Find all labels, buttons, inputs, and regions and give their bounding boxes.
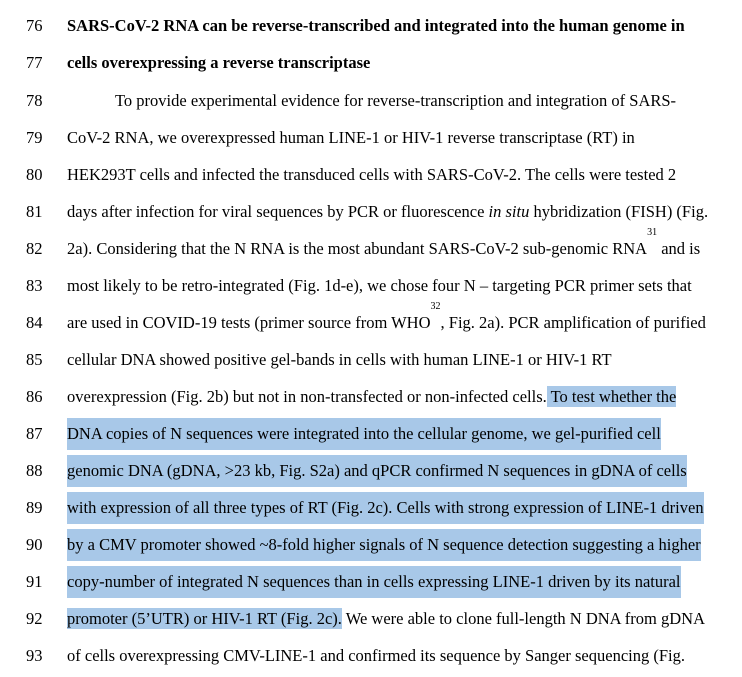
body-text[interactable]: cellular DNA showed positive gel-bands in cells with human LINE-1 or HIV-1 RT <box>67 350 612 369</box>
line-number: 93 <box>26 646 43 665</box>
text-segment: We were able to clone full-length N DNA from gDNA <box>341 609 705 628</box>
text-segment: hybridization (FISH) (Fig. <box>529 202 709 221</box>
line-number: 80 <box>26 165 43 184</box>
section-heading-text[interactable]: cells overexpressing a reverse transcriptase <box>67 53 371 72</box>
body-text[interactable] <box>67 301 706 338</box>
selected-text[interactable]: with expression of all three types of RT (Fig. 2c). Cells with strong expression of LINE-1 driven <box>67 493 704 523</box>
manuscript-line <box>0 11 742 41</box>
line-number: 81 <box>26 202 43 221</box>
body-text[interactable] <box>67 604 705 634</box>
manuscript-line <box>0 227 742 264</box>
body-text[interactable] <box>67 382 676 412</box>
manuscript-line <box>0 301 742 338</box>
manuscript-line <box>0 48 742 78</box>
text-segment: , Fig. 2a). PCR amplification of purified <box>440 313 706 332</box>
manuscript-line <box>0 456 742 486</box>
manuscript-line <box>0 271 742 301</box>
manuscript-line <box>0 604 742 634</box>
manuscript-line <box>0 123 742 153</box>
manuscript-line <box>0 197 742 227</box>
line-number: 90 <box>26 535 43 554</box>
selected-text[interactable]: genomic DNA (gDNA, >23 kb, Fig. S2a) and qPCR confirmed N sequences in gDNA of cells <box>67 456 687 486</box>
text-segment: 2a). Considering that the N RNA is the most abundant SARS-CoV-2 sub-genomic RNA <box>67 239 648 258</box>
body-text[interactable]: most likely to be retro-integrated (Fig. 1d-e), we chose four N – targeting PCR primer sets that <box>67 276 692 295</box>
line-number: 77 <box>26 53 43 72</box>
line-number: 84 <box>26 313 43 332</box>
manuscript-line <box>0 567 742 597</box>
body-text[interactable]: of cells overexpressing CMV-LINE-1 and confirmed its sequence by Sanger sequencing (Fig. <box>67 646 685 665</box>
line-number: 86 <box>26 387 43 406</box>
manuscript-line <box>0 382 742 412</box>
text-segment: days after infection for viral sequences by PCR or fluorescence <box>67 202 489 221</box>
manuscript-line <box>0 419 742 449</box>
selected-text[interactable]: To test whether the <box>546 387 677 406</box>
body-text[interactable]: To provide experimental evidence for reverse-transcription and integration of SARS- <box>115 91 677 110</box>
section-heading-text[interactable]: SARS-CoV-2 RNA can be reverse-transcribed and integrated into the human genome in <box>67 16 685 35</box>
line-number: 83 <box>26 276 43 295</box>
text-segment: overexpression (Fig. 2b) but not in non-transfected or non-infected cells. <box>67 387 547 406</box>
line-number: 78 <box>26 91 43 110</box>
manuscript-line <box>0 86 742 116</box>
selected-text[interactable]: by a CMV promoter showed ~8-fold higher signals of N sequence detection suggesting a higher <box>67 530 701 560</box>
body-text[interactable] <box>67 227 701 264</box>
manuscript-line <box>0 345 742 375</box>
selected-text[interactable]: copy-number of integrated N sequences than in cells expressing LINE-1 driven by its natural <box>67 567 681 597</box>
line-number: 88 <box>26 461 43 480</box>
body-text[interactable] <box>67 197 708 227</box>
manuscript-line <box>0 493 742 523</box>
body-text[interactable]: CoV-2 RNA, we overexpressed human LINE-1 or HIV-1 reverse transcriptase (RT) in <box>67 128 635 147</box>
line-number: 89 <box>26 498 43 517</box>
selected-text[interactable]: DNA copies of N sequences were integrated into the cellular genome, we gel-purified cell <box>67 419 661 449</box>
line-number: 92 <box>26 609 43 628</box>
body-text[interactable]: HEK293T cells and infected the transduced cells with SARS-CoV-2. The cells were tested 2 <box>67 165 677 184</box>
selected-text[interactable]: promoter (5’UTR) or HIV-1 RT (Fig. 2c). <box>67 609 342 628</box>
manuscript-line <box>0 160 742 190</box>
text-segment: are used in COVID-19 tests (primer source from WHO <box>67 313 431 332</box>
citation-superscript[interactable]: 32 <box>430 301 441 312</box>
text-segment: and is <box>657 239 701 258</box>
line-number: 76 <box>26 16 43 35</box>
italic-term: in situ <box>488 202 530 221</box>
manuscript-line <box>0 530 742 560</box>
line-number: 91 <box>26 572 43 591</box>
line-number: 85 <box>26 350 43 369</box>
citation-superscript[interactable]: 31 <box>647 227 658 238</box>
line-number: 82 <box>26 239 43 258</box>
line-number: 87 <box>26 424 43 443</box>
line-number: 79 <box>26 128 43 147</box>
manuscript-line <box>0 641 742 671</box>
